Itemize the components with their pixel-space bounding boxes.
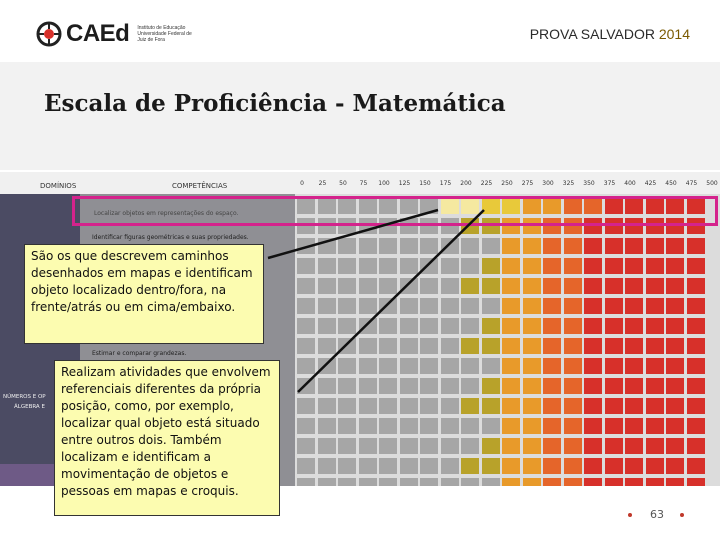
scale-label: 475 (685, 180, 698, 187)
domain-label-algebra: ÁLGEBRA E (14, 404, 45, 410)
scale-label: 150 (419, 180, 431, 187)
header-competencies: COMPETÊNCIAS (172, 182, 228, 190)
domain-label-numbers: NÚMEROS E OP (3, 394, 46, 400)
scale-label: 175 (439, 180, 452, 187)
footer-dot-right (680, 513, 684, 517)
scale-label: 375 (603, 180, 616, 187)
slide-title: Escala de Proficiência - Matemática (44, 90, 506, 117)
logo-subtitle: Instituto de Educação Universidade Federal de Juiz de Fora (137, 25, 192, 43)
scale-label: 425 (644, 180, 657, 187)
page-number: 63 (650, 508, 664, 521)
scale-label: 100 (378, 180, 390, 187)
scale-label: 50 (339, 180, 347, 187)
pointer-line-1 (268, 210, 438, 258)
scale-label: 125 (398, 180, 411, 187)
callout-high-level: Realizam atividades que envolvem referenciais diferentes da própria posição, como, por exemplo, localizar qual objeto está situado entre outros dois. Também localizam e identificam a movimentação de objetos e pessoas em mapas e croquis. (54, 360, 280, 516)
scale-label: 350 (583, 180, 595, 187)
scale-label: 225 (480, 180, 493, 187)
scale-label: 25 (318, 180, 327, 187)
scale-label: 250 (501, 180, 513, 187)
competency-row-1: Identificar figuras geométricas e suas propriedades. (92, 234, 249, 241)
header-year: 2014 (658, 26, 690, 42)
scale-label: 300 (542, 180, 554, 187)
scale-label: 0 (300, 180, 304, 187)
highlighted-competency-label: Localizar objetos em representações do espaço. (94, 210, 239, 217)
footer-dot-left (628, 513, 632, 517)
scale-label: 275 (521, 180, 534, 187)
scale-label: 200 (460, 180, 472, 187)
header-title-text: PROVA SALVADOR (529, 26, 655, 42)
scale-label: 500 (706, 180, 718, 187)
scale-label: 400 (624, 180, 636, 187)
pointer-line-2 (298, 210, 484, 392)
scale-label: 450 (665, 180, 677, 187)
competency-row-2: Estimar e comparar grandezas. (92, 350, 187, 357)
header-domains: DOMÍNIOS (40, 182, 77, 190)
scale-label: 325 (562, 180, 575, 187)
callout-low-level: São os que descrevem caminhos desenhados em mapas e identificam objeto localizado dentro/fora, na frente/atrás ou em cima/embaixo. (24, 244, 264, 344)
scale-label: 75 (359, 180, 368, 187)
logo-text: CAEd (66, 20, 130, 47)
